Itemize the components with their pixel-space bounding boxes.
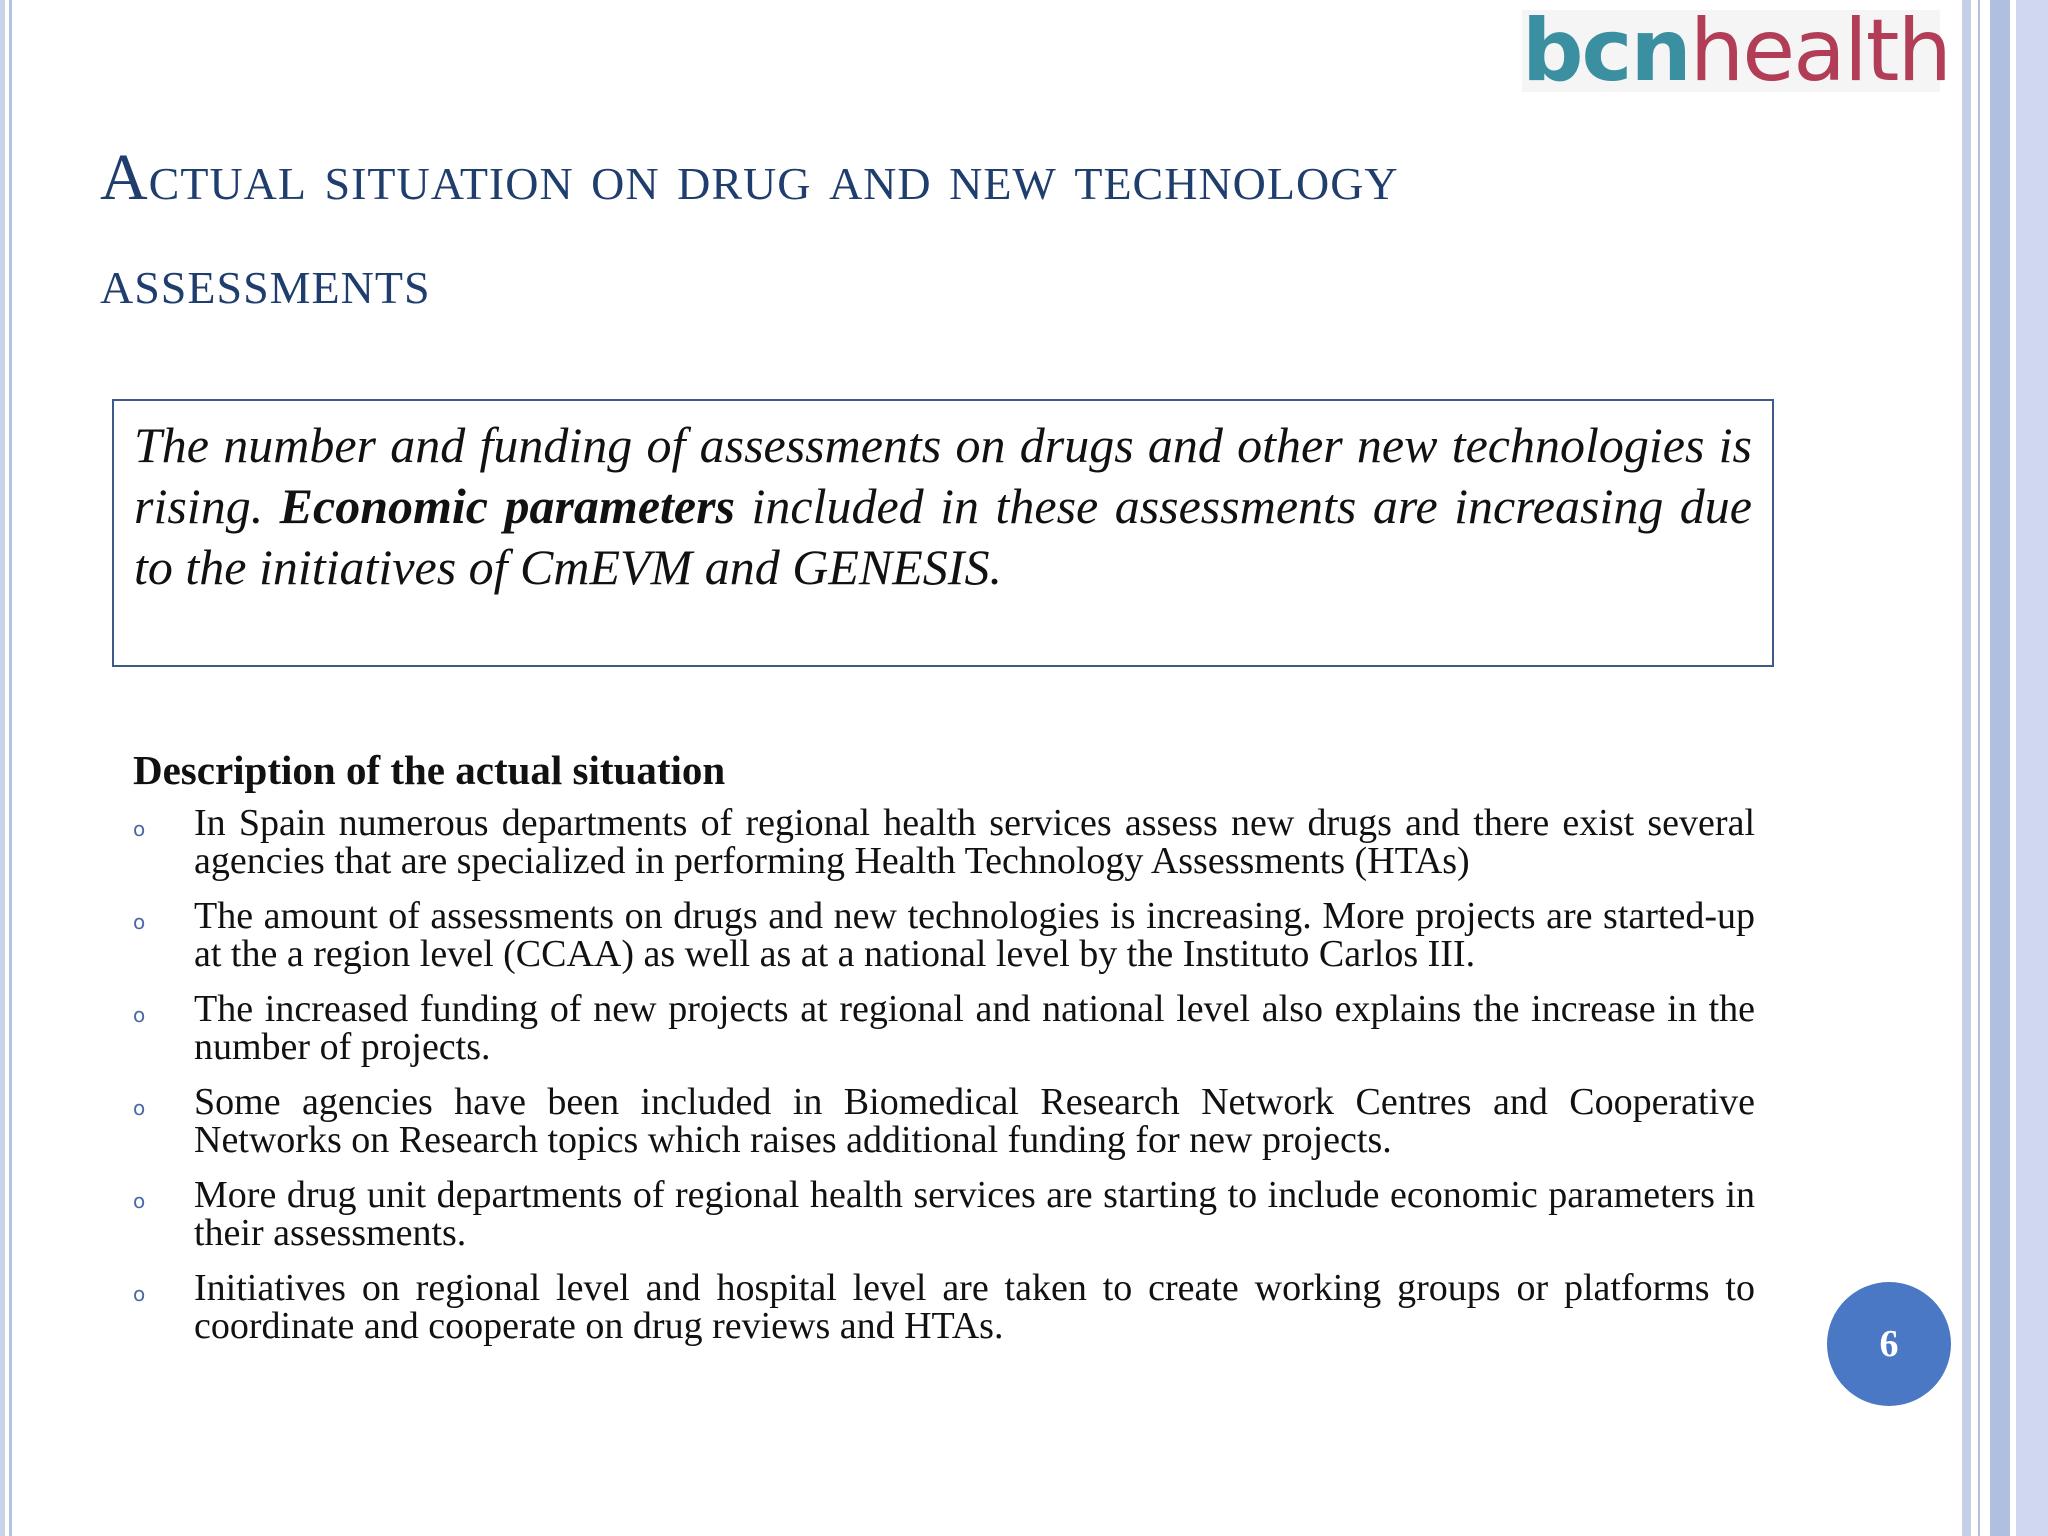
bullet-item	[133, 1269, 1755, 1345]
bullet-text: Some agencies have been included in Biomedical Research Network Centres and Cooperative Networks on Research topics which raises additional funding for new projects.	[194, 1081, 1755, 1161]
bullet-text: More drug unit departments of regional health services are starting to include economic parameters in their assessments.	[194, 1174, 1755, 1254]
callout-text-start: The number and funding of assessments on drugs and other new technologies is rising.	[134, 417, 1752, 534]
left-decorative-stripe	[0, 0, 5, 1536]
bullet-item	[133, 804, 1755, 880]
callout-text-end: included in these assessments are increasing due to the initiatives of CmEVM and GENESIS.	[134, 478, 1752, 595]
left-decorative-stripe-thin	[9, 0, 12, 1536]
bullet-item	[133, 1176, 1755, 1252]
right-decorative-stripe-thin	[1978, 0, 1980, 1536]
bullet-text: The increased funding of new projects at regional and national level also explains the increase in the number of projects.	[194, 988, 1755, 1068]
bcnhealth-logo	[1522, 1, 1951, 101]
bullet-circle-icon: o	[133, 1282, 146, 1306]
bullet-text: The amount of assessments on drugs and new technologies is increasing. More projects are started-up at the a region level (CCAA) as well as at a national level by the Instituto Carlos III.	[194, 895, 1755, 975]
right-decorative-stripe-wide	[1990, 0, 2010, 1536]
bullet-circle-icon: o	[133, 1003, 146, 1027]
callout-bold-phrase: Economic parameters	[279, 478, 736, 534]
callout-box	[112, 399, 1774, 667]
bullet-circle-icon: o	[133, 1189, 146, 1213]
bullet-item	[133, 897, 1755, 973]
page-number-badge: 6	[1827, 1282, 1951, 1406]
logo-part-health: health	[1689, 1, 1951, 101]
section-heading: Description of the actual situation	[133, 747, 726, 793]
bullet-item	[133, 990, 1755, 1066]
right-decorative-stripe-outer	[2016, 0, 2048, 1536]
bullet-circle-icon: o	[133, 1096, 146, 1120]
logo-part-bcn: bcn	[1522, 1, 1690, 101]
bullet-item	[133, 1083, 1755, 1159]
right-decorative-stripe	[1962, 0, 1971, 1536]
bullet-circle-icon: o	[133, 817, 146, 841]
bullet-text: In Spain numerous departments of regional health services assess new drugs and there exist several agencies that are specialized in performing Health Technology Assessments (HTAs)	[194, 802, 1755, 882]
bullet-list	[133, 804, 1755, 1362]
bullet-circle-icon: o	[133, 910, 146, 934]
bullet-text: Initiatives on regional level and hospital level are taken to create working groups or platforms to coordinate and cooperate on drug reviews and HTAs.	[194, 1267, 1755, 1347]
slide-title: Actual situation on drug and new technology assessments	[100, 141, 1399, 318]
